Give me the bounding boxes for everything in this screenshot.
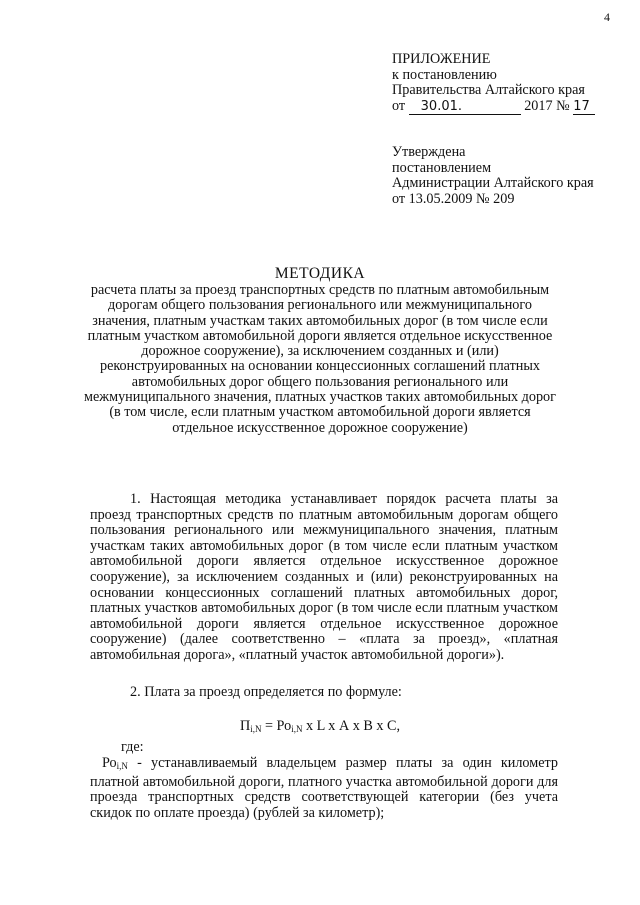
appendix-line-2: Правительства Алтайского края: [392, 82, 585, 98]
formula-lhs: П: [239, 718, 251, 734]
appendix-title: ПРИЛОЖЕНИЕ: [392, 51, 491, 67]
paragraph-2: 2. Плата за проезд определяется по формуле:: [130, 684, 402, 700]
approval-line-1: Утверждена: [392, 144, 466, 160]
document-title: МЕТОДИКА: [274, 265, 366, 282]
approval-line-2: постановлением: [392, 159, 492, 176]
definition-paragraph: [90, 756, 558, 821]
formula-equals: = Ро: [261, 718, 292, 734]
definition-symbol-subscript: i,N: [116, 761, 128, 771]
formula-rhs-subscript: i,N: [291, 724, 303, 734]
formula-rest: х L х А х В х С,: [302, 718, 401, 734]
approval-line-3: Администрации Алтайского края: [392, 175, 594, 191]
appendix-line-1: к постановлению: [392, 66, 497, 83]
formula: [0, 718, 640, 735]
number-handwritten-value: 17: [573, 99, 595, 116]
date-prefix: от: [392, 97, 406, 114]
paragraph-1: 1. Настоящая методика устанавливает порядок расчета платы за проезд транспортных средств по платным автомобильным дорогам общего пользования регионального или межмуниципального значения, платным участкам таких автомобильных дорог (в том числе если платным участком автомобильной дороги является отдельное искусственное дорожное сооружение), за исключением созданных и (или) реконструированных на основании концессионных соглашений платных автомобильных дорог, платных участков автомобильных дорог (в том числе если платным участком автомобильной дороги является отдельное искусственное дорожное сооружение) (далее соответственно – «плата за проезд», «платная автомобильная дорога», «платный участок автомобильной дороги»).: [90, 491, 558, 663]
appendix-header: [392, 52, 595, 115]
formula-lhs-subscript: i,N: [250, 724, 262, 734]
page-number: 4: [604, 10, 610, 24]
document-subtitle: расчета платы за проезд транспортных средств по платным автомобильным дорогам общего пользования регионального или межмуниципального значения, платным участкам таких автомобильных дорог (в том числе если платным участком автомобильной дороги является отдельное искусственное дорожное сооружение), за исключением созданных и (или) реконструированных на основании концессионных соглашений платных автомобильных дорог общего пользования регионального или межмуниципального значения, платных участков таких автомобильных дорог (в том числе, если платным участком автомобильной дороги является отдельное искусственное дорожное сооружение): [84, 282, 556, 436]
approval-line-4: от 13.05.2009 № 209: [392, 190, 515, 207]
where-label: где:: [121, 739, 144, 755]
definition-text: - устанавливаемый владельцем размер платы за один километр платной автомобильной дороги, платного участка автомобильной дороги для проезда транспортных средств соответствующей категории (без учета скидок по оплате проезда) (рублей за километр);: [90, 755, 558, 821]
definition-symbol: Ро: [102, 755, 117, 771]
year-text: 2017 №: [524, 97, 570, 114]
appendix-date-line: [392, 99, 595, 116]
approval-block: [392, 145, 594, 207]
date-handwritten-value: 30.01.: [409, 99, 521, 116]
